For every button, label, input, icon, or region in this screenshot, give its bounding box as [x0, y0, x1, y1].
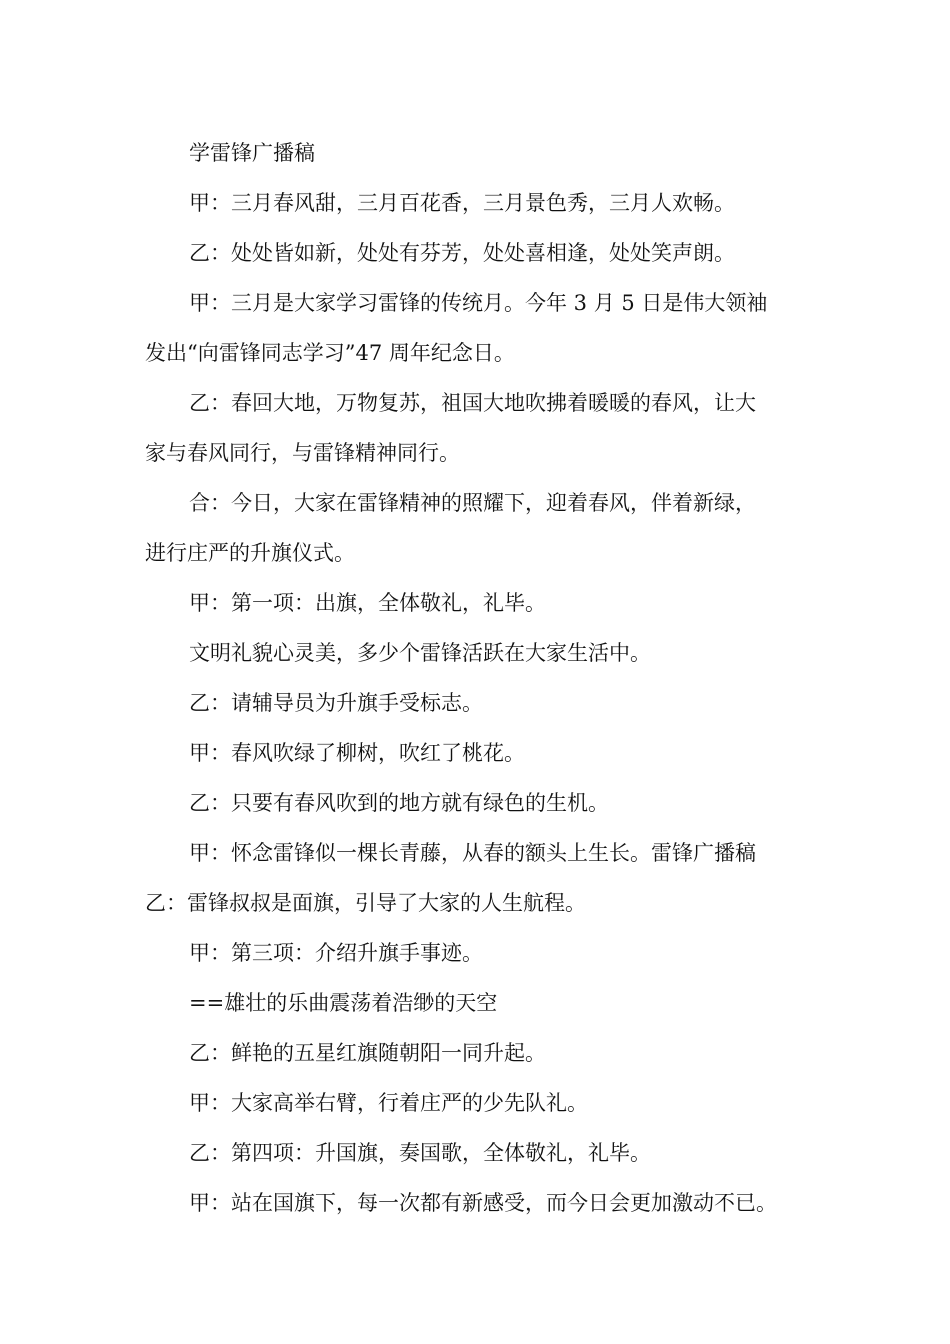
text-line: ==雄壮的乐曲震荡着浩缈的天空 [189, 991, 498, 1015]
text-line: 甲：怀念雷锋似一棵长青藤，从春的额头上生长。雷锋广播稿 [189, 841, 756, 865]
document-title: 学雷锋广播稿 [189, 141, 315, 165]
text-line: 家与春风同行，与雷锋精神同行。 [145, 441, 460, 465]
text-line: 乙：鲜艳的五星红旗随朝阳一同升起。 [189, 1041, 546, 1065]
text-line: 乙：处处皆如新，处处有芬芳，处处喜相逢，处处笑声朗。 [189, 241, 735, 265]
text-line: 甲：大家高举右臂，行着庄严的少先队礼。 [189, 1091, 588, 1115]
text-line: 文明礼貌心灵美，多少个雷锋活跃在大家生活中。 [189, 641, 651, 665]
text-line: 乙：雷锋叔叔是面旗，引导了大家的人生航程。 [145, 891, 586, 915]
text-line: 进行庄严的升旗仪式。 [145, 541, 355, 565]
document-body [145, 133, 825, 1233]
text-line: 甲：第一项：出旗，全体敬礼，礼毕。 [189, 591, 546, 615]
text-line: 甲：第三项：介绍升旗手事迹。 [189, 941, 483, 965]
text-line: 甲：站在国旗下，每一次都有新感受，而今日会更加激动不已。 [189, 1191, 777, 1215]
text-line: 合：今日，大家在雷锋精神的照耀下，迎着春风，伴着新绿， [189, 491, 756, 515]
text-line: 乙：春回大地，万物复苏，祖国大地吹拂着暖暖的春风，让大 [189, 391, 756, 415]
text-line: 乙：只要有春风吹到的地方就有绿色的生机。 [189, 791, 609, 815]
text-line: 乙：请辅导员为升旗手受标志。 [189, 691, 483, 715]
text-line: 甲：三月春风甜，三月百花香，三月景色秀，三月人欢畅。 [189, 191, 735, 215]
text-line: 甲：春风吹绿了柳树，吹红了桃花。 [189, 741, 525, 765]
text-line: 乙：第四项：升国旗，奏国歌，全体敬礼，礼毕。 [189, 1141, 651, 1165]
text-line: 发出“向雷锋同志学习”47 周年纪念日。 [145, 341, 515, 365]
text-line: 甲：三月是大家学习雷锋的传统月。今年 3 月 5 日是伟大领袖 [189, 291, 768, 315]
